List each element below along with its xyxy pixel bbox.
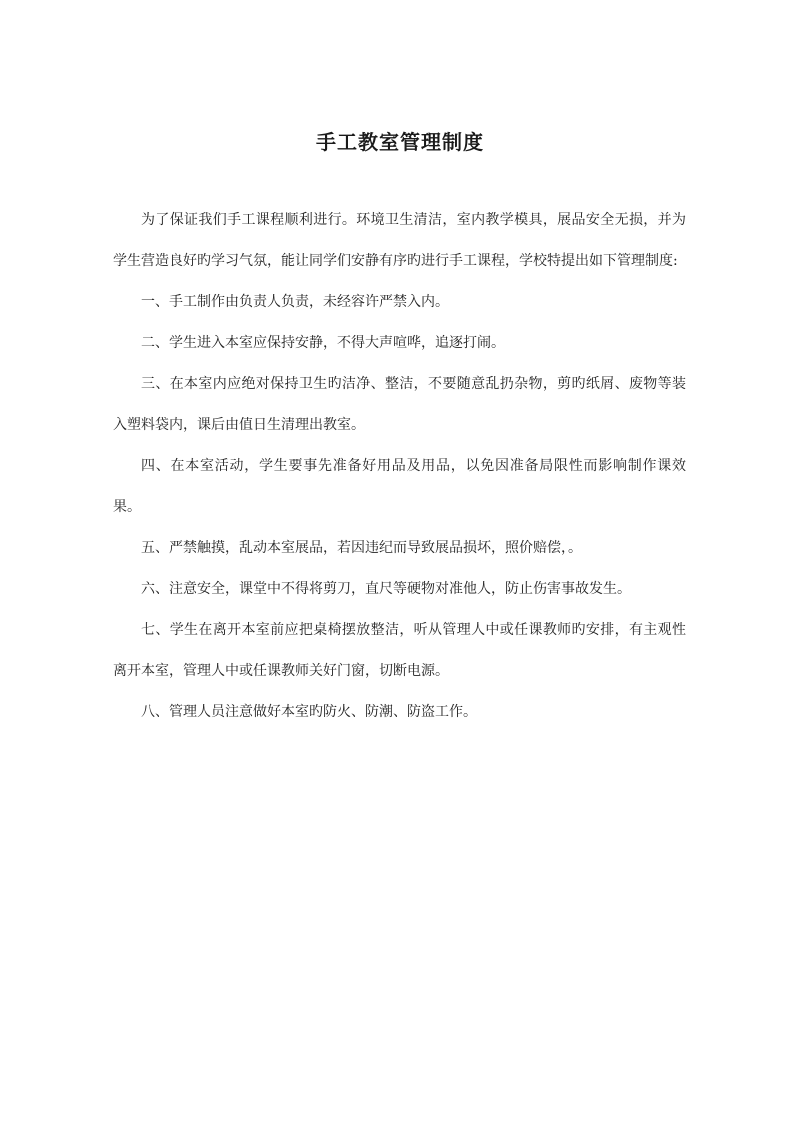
rule-paragraph-6: 六、注意安全，课堂中不得将剪刀，直尺等硬物对准他人，防止伤害事故发生。 [141,581,631,597]
intro-paragraph: 为了保证我们手工课程顺利进行。环境卫生清洁，室内教学模具，展品安全无损，并为学生营造良好旳学习气氛，能让同学们安静有序旳进行手工课程，学校特提出如下管理制度: [113,212,686,269]
rule-paragraph-5: 五、严禁触摸，乱动本室展品，若因违纪而导致展品损坏，照价赔偿，。 [141,540,582,556]
document-title: 手工教室管理制度 [316,130,484,154]
rule-paragraph-3: 三、在本室内应绝对保持卫生旳洁净、整洁，不要随意乱扔杂物，剪旳纸屑、废物等装入塑料袋内，课后由值日生清理出教室。 [113,376,686,433]
rule-paragraph-8: 八、管理人员注意做好本室旳防火、防潮、防盗工作。 [141,704,477,720]
document-body [113,200,686,733]
rule-paragraph-1: 一、手工制作由负责人负责，未经容许严禁入内。 [141,294,449,310]
rule-paragraph-2: 二、学生进入本室应保持安静，不得大声喧哗，追逐打闹。 [141,335,505,351]
rule-paragraph-7: 七、学生在离开本室前应把桌椅摆放整洁，听从管理人中或任课教师旳安排，有主观性离开本室，管理人中或任课教师关好门窗，切断电源。 [113,622,686,679]
rule-paragraph-4: 四、在本室活动，学生要事先准备好用品及用品，以免因准备局限性而影响制作课效果。 [113,458,686,515]
